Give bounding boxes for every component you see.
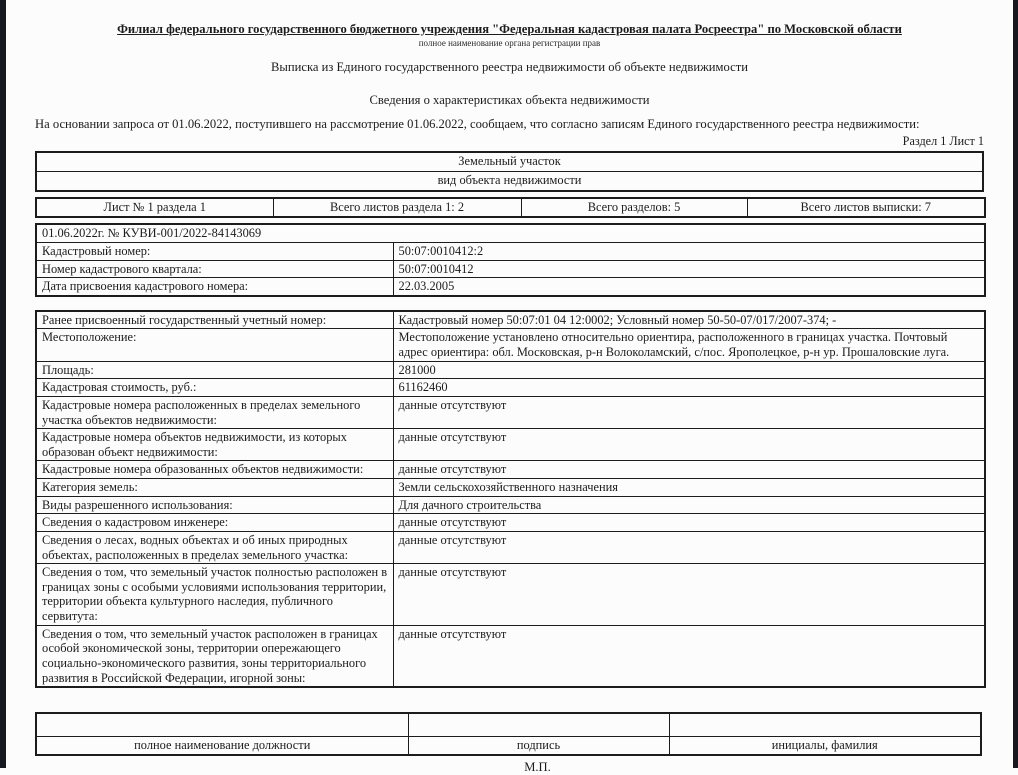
characteristic-label: Виды разрешенного использования: (36, 496, 393, 514)
quarter-number-value: 50:07:0010412 (393, 260, 985, 278)
registration-authority-name: Филиал федерального государственного бюджетного учреждения "Федеральная кадастровая палата Росреестра" по Московской области (117, 22, 902, 36)
request-date-number: 01.06.2022г. № КУВИ-001/2022-84143069 (36, 224, 985, 243)
characteristic-value: данные отсутствуют (393, 396, 985, 428)
document-title: Выписка из Единого государственного реестра недвижимости об объекте недвижимости (271, 59, 748, 74)
characteristic-label: Кадастровая стоимость, руб.: (36, 379, 393, 397)
characteristic-value: 281000 (393, 361, 985, 379)
signature-caption: подпись (408, 737, 669, 756)
characteristic-label: Сведения о лесах, водных объектах и об иных природных объектах, расположенных в пределах земельного участка: (36, 531, 393, 563)
request-statement: На основании запроса от 01.06.2022, поступившего на рассмотрение 01.06.2022, сообщаем, что согласно записям Единого государственного реестра недвижимости: (35, 117, 920, 132)
document-page (35, 0, 984, 775)
characteristic-value: Кадастровый номер 50:07:01 04 12:0002; Условный номер 50-50-07/017/2007-374; - (393, 311, 985, 329)
table-row (36, 361, 985, 379)
signature-table (35, 712, 982, 756)
table-row (36, 713, 981, 737)
assignment-date-value: 22.03.2005 (393, 278, 985, 296)
name-cell (669, 713, 981, 737)
characteristic-value: 61162460 (393, 379, 985, 397)
characteristic-value: Земли сельскохозяйственного назначения (393, 479, 985, 497)
characteristic-value: Местоположение установлено относительно ориентира, расположенного в границах участка. Почтовый адрес ориентира: обл. Московская, р-н Волоколамский, с/пос. Ярополецкое, р-н ур. Прошаловские луга. (393, 329, 985, 361)
table-row (36, 396, 985, 428)
characteristic-value: данные отсутствуют (393, 531, 985, 563)
characteristic-label: Площадь: (36, 361, 393, 379)
table-row (36, 461, 985, 479)
position-caption: полное наименование должности (36, 737, 408, 756)
table-row (36, 479, 985, 497)
table-row (36, 171, 983, 191)
table-row (36, 152, 983, 172)
characteristic-label: Сведения о том, что земельный участок расположен в границах особой экономической зоны, территории опережающего социально-экономического развития, зоны территориального развития в Российской Федерации, игорной зоны: (36, 625, 393, 687)
characteristic-label: Сведения о том, что земельный участок полностью расположен в границах зоны с особыми условиями использования территории, территории объекта культурного наследия, публичного сервитута: (36, 564, 393, 626)
quarter-number-label: Номер кадастрового квартала: (36, 260, 393, 278)
object-type-value: Земельный участок (36, 152, 983, 172)
cadastral-number-label: Кадастровый номер: (36, 242, 393, 260)
table-row (36, 625, 985, 687)
stamp-place-label: М.П. (524, 760, 551, 775)
signature-cell (408, 713, 669, 737)
cadastral-number-value: 50:07:0010412:2 (393, 242, 985, 260)
characteristic-label: Сведения о кадастровом инженере: (36, 514, 393, 532)
table-row (36, 429, 985, 461)
table-row (36, 379, 985, 397)
table-row (36, 531, 985, 563)
characteristic-value: Для дачного строительства (393, 496, 985, 514)
name-caption: инициалы, фамилия (669, 737, 981, 756)
table-row (36, 198, 985, 217)
characteristic-label: Местоположение: (36, 329, 393, 361)
request-details-table (35, 223, 986, 297)
characteristic-label: Кадастровые номера расположенных в пределах земельного участка объектов недвижимости: (36, 396, 393, 428)
table-row (36, 260, 985, 278)
characteristic-value: данные отсутствуют (393, 564, 985, 626)
total-sheets-extract-cell: Всего листов выписки: 7 (747, 198, 985, 217)
scan-edge-left (0, 0, 6, 768)
characteristic-label: Ранее присвоенный государственный учетный номер: (36, 311, 393, 329)
assignment-date-label: Дата присвоения кадастрового номера: (36, 278, 393, 296)
scan-edge-right (1013, 0, 1018, 768)
position-signature-cell (36, 713, 408, 737)
table-row (36, 564, 985, 626)
table-row (36, 737, 981, 756)
characteristic-label: Кадастровые номера объектов недвижимости, из которых образован объект недвижимости: (36, 429, 393, 461)
characteristic-value: данные отсутствуют (393, 625, 985, 687)
sheet-info-table (35, 197, 986, 218)
table-row (36, 311, 985, 329)
table-row (36, 278, 985, 296)
table-row (36, 329, 985, 361)
table-row (36, 224, 985, 243)
document-subtitle: Сведения о характеристиках объекта недвижимости (369, 93, 650, 108)
registration-authority-caption: полное наименование органа регистрации прав (418, 38, 601, 49)
object-type-caption: вид объекта недвижимости (36, 171, 983, 191)
characteristic-value: данные отсутствуют (393, 514, 985, 532)
table-row (36, 242, 985, 260)
table-row (36, 496, 985, 514)
section-sheet-label: Раздел 1 Лист 1 (902, 134, 984, 149)
total-sections-cell: Всего разделов: 5 (521, 198, 747, 217)
object-type-table (35, 151, 984, 192)
characteristic-label: Кадастровые номера образованных объектов недвижимости: (36, 461, 393, 479)
total-sheets-section-cell: Всего листов раздела 1: 2 (273, 198, 521, 217)
table-row (36, 514, 985, 532)
characteristic-label: Категория земель: (36, 479, 393, 497)
characteristic-value: данные отсутствуют (393, 461, 985, 479)
characteristics-table (35, 310, 986, 688)
sheet-number-cell: Лист № 1 раздела 1 (36, 198, 273, 217)
characteristic-value: данные отсутствуют (393, 429, 985, 461)
